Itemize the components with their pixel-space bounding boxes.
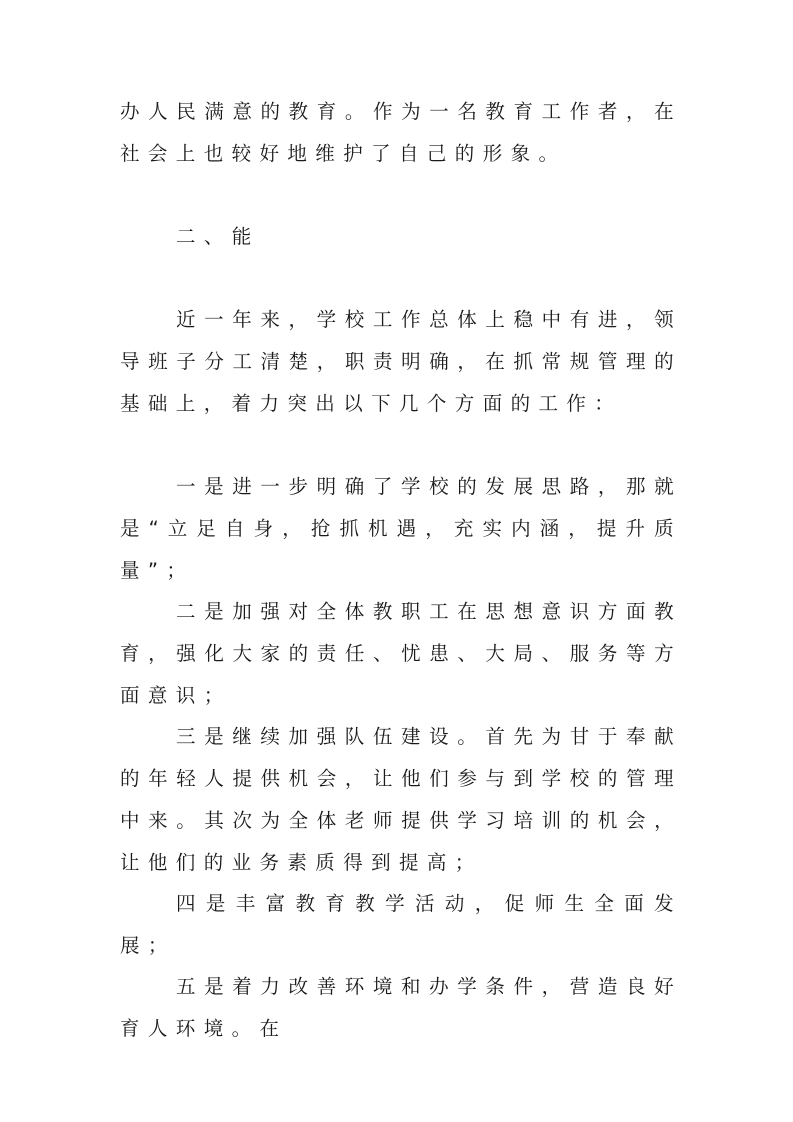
- paragraph-item-3: 三是继续加强队伍建设。首先为甘于奉献的年轻人提供机会，让他们参与到学校的管理中来。其次为全体老师提供学习培训的机会，让他们的业务素质得到提高；: [120, 725, 682, 874]
- paragraph-item-4: 四是丰富教育教学活动，促师生全面发展；: [120, 892, 682, 957]
- paragraph-item-2: 二是加强对全体教职工在思想意识方面教育，强化大家的责任、忧患、大局、服务等方面意识；: [120, 600, 682, 707]
- section-heading: 二、能: [176, 225, 260, 248]
- paragraph-item-1: 一是进一步明确了学校的发展思路，那就是“立足自身，抢抓机遇，充实内涵，提升质量”；: [120, 475, 682, 582]
- paragraph-intro: 近一年来，学校工作总体上稳中有进，领导班子分工清楚，职责明确，在抓常规管理的基础上，着力突出以下几个方面的工作：: [120, 308, 682, 415]
- paragraph-item-5: 五是着力改善环境和办学条件，营造良好育人环境。在: [120, 975, 682, 1040]
- paragraph-continuation: 办人民满意的教育。作为一名教育工作者，在社会上也较好地维护了自己的形象。: [120, 100, 682, 165]
